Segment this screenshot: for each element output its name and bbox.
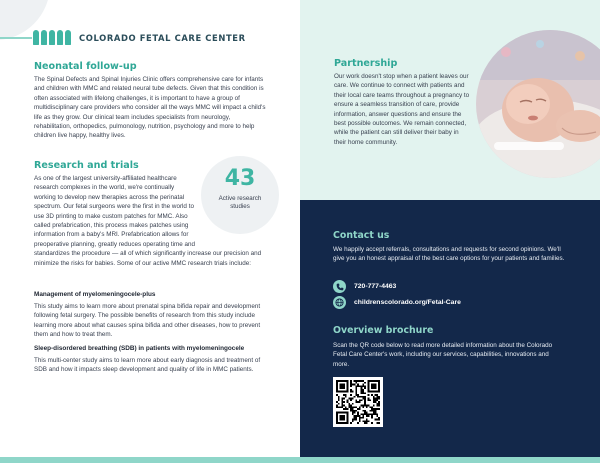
phone-icon [333, 280, 346, 293]
partnership-heading: Partnership [334, 58, 398, 69]
trial-text: This multi-center study aims to learn more about early diagnosis and treatment of SDB and how it impacts sleep development and quality of life in MMC patients. [34, 357, 261, 374]
website-link[interactable]: childrenscolorado.org/Fetal-Care [354, 299, 461, 306]
research-stat-badge [201, 156, 279, 234]
globe-icon [333, 296, 346, 309]
neonatal-heading: Neonatal follow-up [34, 61, 137, 72]
research-text: As one of the largest university-affiliated healthcare research complexes in the world, we're continually working to develop new therapies across the perinatal spectrum. Our fetal surgeons were the first in the world to use 3D printing to make custom patches for MMC. Also called prefabrication, this process makes patches using information from a baby's MRI. Prefabrication allows for preoperative planning, greatly reduces operating time and standardizes the procedure — all of which significantly increase our precision and minimize the risks for babies. Some of our active MMC research trials include: [34, 175, 262, 267]
brand-name: COLORADO FETAL CARE CENTER [79, 32, 246, 43]
overview-text: Scan the QR code below to read more detailed information about the Colorado Fetal Care Center's work, including our services, capabilities, innovations and more. [333, 342, 553, 368]
trial-text: This study aims to learn more about prenatal spina bifida repair and development following fetal surgery. The possible benefits of research from this study include learning more about what causes spina bifida and other diseases, how to prevent them and how to treat them. [34, 303, 261, 339]
contact-text: We happily accept referrals, consultations and requests for second opinions. We'll give you an honest appraisal of the best care options for your patients and families. [333, 246, 565, 263]
footer-strip [0, 457, 600, 463]
neonatal-text: The Spinal Defects and Spinal Injuries Clinic offers comprehensive care for infants and children with MMC and related neural tube defects. Given that this condition is often associated with lifelong challenges, it is important to have a group of multidisciplinary care providers who consider all the ways MMC will impact a child's life as they grow. Our clinical team includes specialists from neurology, rehabilitation, orthopedics, pulmonology, nutrition, psychology and more to help children live happy, healthy lives. [34, 76, 266, 140]
brand-header [0, 30, 246, 45]
overview-heading: Overview brochure [333, 325, 434, 336]
phone-number[interactable]: 720-777-4463 [354, 283, 397, 290]
contact-heading: Contact us [333, 230, 390, 241]
website-row[interactable] [333, 296, 461, 309]
trial-title: Sleep-disordered breathing (SDB) in patients with myelomeningocele [34, 345, 245, 352]
partnership-text: Our work doesn't stop when a patient leaves our care. We continue to connect with patients and their local care teams throughout a pregnancy to ensure a seamless transition of care, provide information, answer questions and ensure the best possible outcomes. We remain connected, while the patient can still deliver their baby in their home community. [334, 73, 470, 146]
qr-code-icon[interactable] [333, 377, 383, 427]
brand-rule [0, 37, 32, 39]
stat-value: 43 [224, 166, 256, 191]
contact-panel [300, 200, 600, 463]
brand-logo-icon [33, 30, 71, 45]
stat-label: Active research studies [218, 195, 262, 210]
research-heading: Research and trials [34, 160, 139, 171]
newborn-photo [476, 30, 600, 178]
partnership-panel [300, 0, 600, 200]
phone-row[interactable] [333, 280, 396, 293]
trial-title: Management of myelomeningocele-plus [34, 291, 156, 298]
